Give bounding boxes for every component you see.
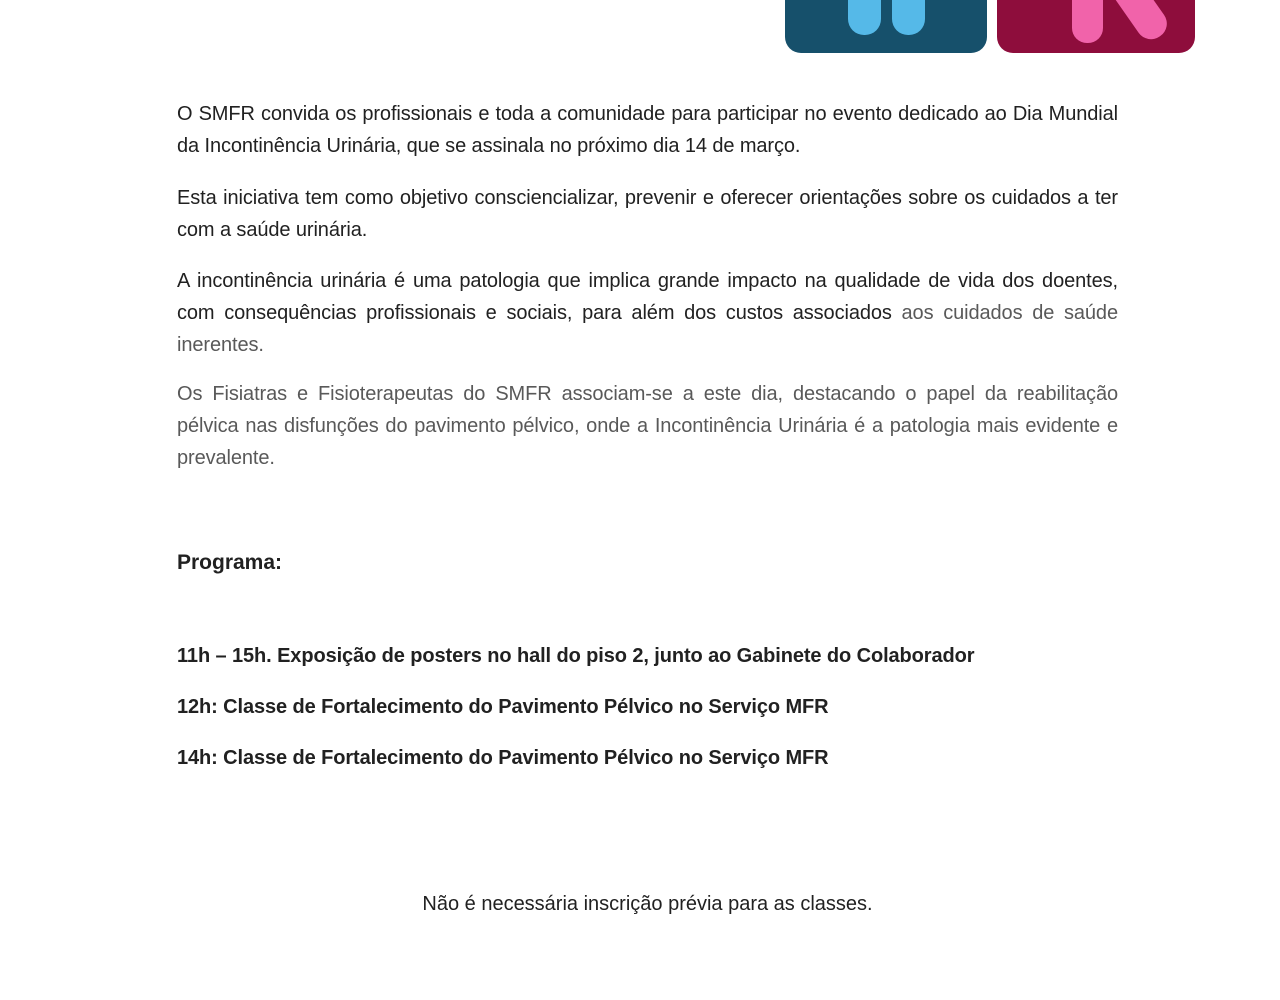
paragraph-impact (177, 265, 1118, 361)
paragraph-impact-gray-tail: aos cuidados de saúde inerentes. (177, 302, 1118, 356)
document-body (177, 0, 1118, 920)
program-heading: Programa: (177, 551, 283, 574)
program-item-class-12h: 12h: Classe de Fortalecimento do Pavimento Pélvico no Serviço MFR (177, 696, 829, 718)
program-item-posters: 11h – 15h. Exposição de posters no hall do piso 2, junto ao Gabinete do Colaborador (177, 645, 975, 667)
paragraph-objective: Esta iniciativa tem como objetivo consciencializar, prevenir e oferecer orientações sobre os cuidados a ter com a saúde urinária. (177, 187, 1118, 241)
paragraph-impact-main: A incontinência urinária é uma patologia que implica grande impacto na qualidade de vida dos doentes, com consequências profissionais e sociais, para além dos custos associados (177, 270, 1118, 324)
paragraph-invitation: O SMFR convida os profissionais e toda a comunidade para participar no evento dedicado ao Dia Mundial da Incontinência Urinária, que se assinala no próximo dia 14 de março. (177, 103, 1118, 157)
program-item-class-14h: 14h: Classe de Fortalecimento do Pavimento Pélvico no Serviço MFR (177, 747, 829, 769)
footer-note: Não é necessária inscrição prévia para as classes. (422, 893, 873, 915)
paragraph-specialists: Os Fisiatras e Fisioterapeutas do SMFR associam-se a este dia, destacando o papel da reabilitação pélvica nas disfunções do pavimento pélvico, onde a Incontinência Urinária é a patologia mais evidente e prevalente. (177, 383, 1118, 469)
